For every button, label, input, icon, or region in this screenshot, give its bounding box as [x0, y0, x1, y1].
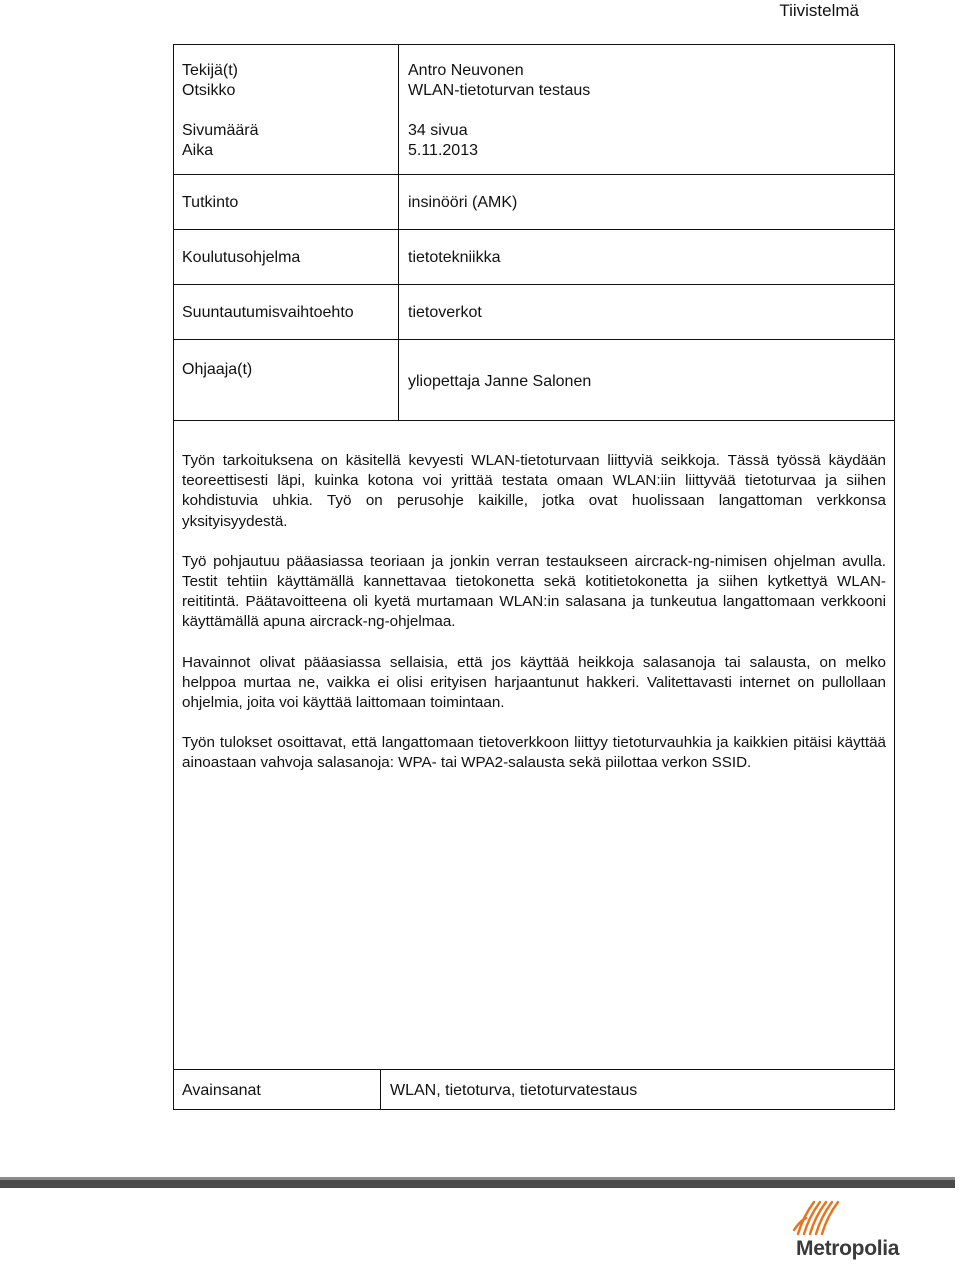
programme-label: Koulutusohjelma	[182, 249, 301, 266]
page-header-title: Tiivistelmä	[779, 1, 859, 20]
title-label: Otsikko	[182, 82, 236, 99]
abstract-paragraph: Työn tarkoituksena on käsitellä kevyesti WLAN-tietoturvaan liittyviä seikkoja. Tässä työssä käydään teoreettisesti läpi, kuinka kotona voi yrittää testata omaan WLAN:iin liittyvää tietoturvaa ja siihen kohdistuvia uhkia. Työ on perusohje kaikille, jotka ovat huolissaan langattoman verkkonsa yksityisyydestä.	[182, 452, 886, 530]
info-table-row-separator	[173, 229, 895, 230]
author-label: Tekijä(t)	[182, 62, 239, 79]
keywords-label: Avainsanat	[182, 1082, 261, 1099]
pages-value: 34 sivua	[408, 122, 468, 139]
abstract-paragraph: Havainnot olivat pääasiassa sellaisia, että jos käyttää heikkoja salasanoja tai salausta, on melko helppoa murtaa ne, vaikka ei olisi erityisen harjaantunut hakkeri. Valitettavasti internet on pullollaan ohjelmia, joita voi käyttää laittomaan toimintaan.	[182, 653, 886, 712]
footer-bar	[0, 1180, 955, 1188]
metropolia-logo-text: Metropolia	[796, 1237, 900, 1260]
degree-label: Tutkinto	[182, 194, 239, 211]
date-value: 5.11.2013	[408, 142, 478, 159]
supervisor-value: yliopettaja Janne Salonen	[408, 373, 592, 390]
info-table-row-separator	[173, 174, 895, 175]
keywords-divider	[380, 1069, 381, 1110]
info-table-row-separator	[173, 339, 895, 340]
date-label: Aika	[182, 142, 214, 159]
abstract-paragraph: Työn tulokset osoittavat, että langattomaan tietoverkkoon liittyy tietoturvauhkia ja kaikkien pitäisi käyttää ainoastaan vahvoja salasanoja: WPA- tai WPA2-salausta sekä piilottaa verkon SSID.	[182, 734, 886, 772]
pages-label: Sivumäärä	[182, 122, 259, 139]
author-value: Antro Neuvonen	[408, 62, 524, 79]
degree-value: insinööri (AMK)	[408, 194, 518, 211]
title-value: WLAN-tietoturvan testaus	[408, 82, 591, 99]
abstract-text	[182, 451, 886, 794]
abstract-paragraph: Työ pohjautuu pääasiassa teoriaan ja jonkin verran testaukseen aircrack-ng-nimisen ohjelman avulla. Testit tehtiin käyttämällä kannettavaa tietokonetta sekä kotitietokonetta ja siihen kytkettyä WLAN-reititintä. Päätavoitteena oli kyetä murtamaan WLAN:in salasana ja tunkeutua langattomaan verkkooni käyttämällä apuna aircrack-ng-ohjelmaa.	[182, 552, 886, 631]
specialisation-value: tietoverkot	[408, 304, 482, 321]
info-table-divider	[398, 44, 399, 421]
info-table-row-separator	[173, 284, 895, 285]
programme-value: tietotekniikka	[408, 249, 501, 266]
specialisation-label: Suuntautumisvaihtoehto	[182, 304, 354, 321]
supervisor-label: Ohjaaja(t)	[182, 361, 253, 378]
keywords-value: WLAN, tietoturva, tietoturvatestaus	[390, 1082, 638, 1099]
